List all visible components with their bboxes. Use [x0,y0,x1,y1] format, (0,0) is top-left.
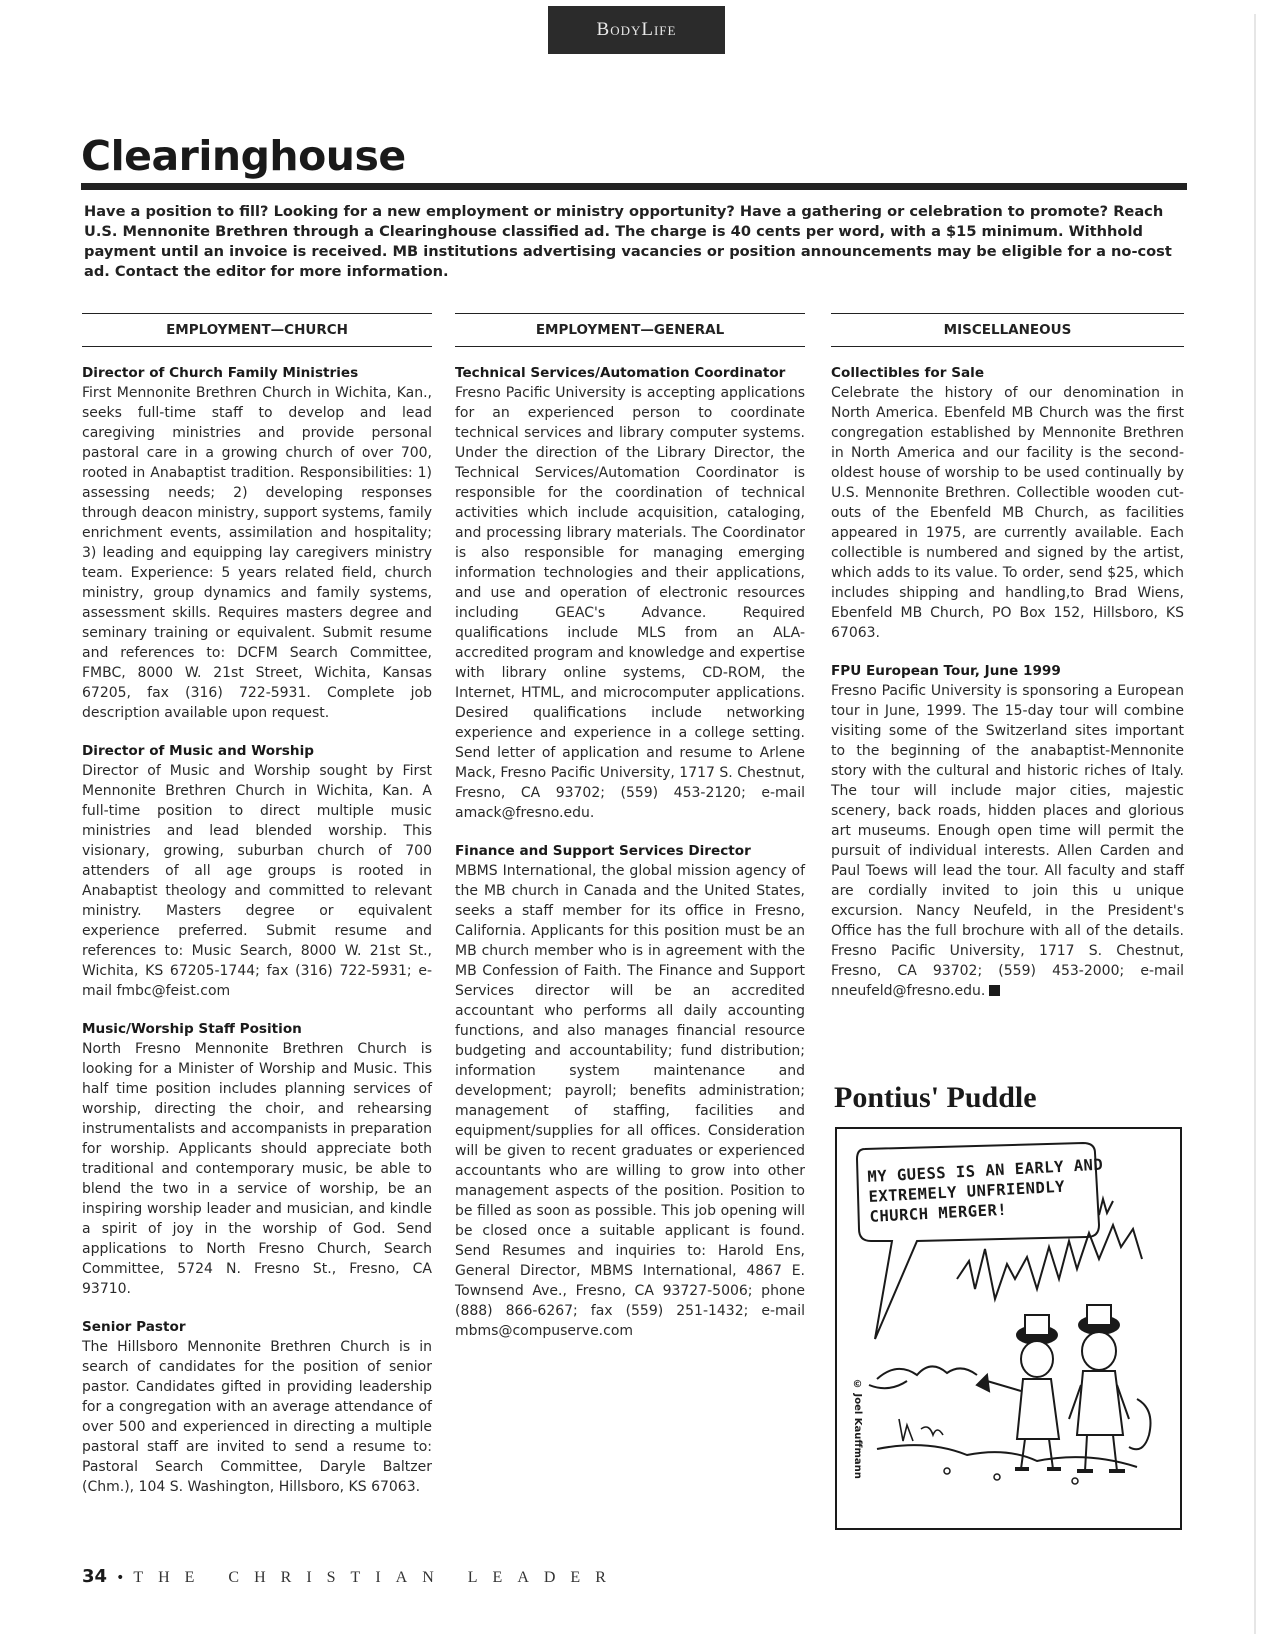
ad-body: MBMS International, the global mission agency of the MB church in Canada and the United States, seeks a staff member for its office in Fresno, California. Applicants for this position must be an MB church member who is in agreement with the MB Confession of Faith. The Finance and Support Services director will be an accredited accountant who performs all daily accounting functions, and also manages financial resource budgeting and accountability; fund distribution; information system maintenance and development; payroll; benefits administration; management of staffing, facilities and equipment/supplies for all offices. Consideration will be given to recent graduates or experienced accountants who are willing to grow into other management aspects of the position. Position to be filled as soon as possible. This job opening will be closed once a suitable applicant is found. Send Resumes and inquiries to: Harold Ens, General Director, MBMS International, 4867 E. Townsend Ave., Fresno, CA 93727-5006; phone (888) 866-6267; fax (559) 251-1432; e-mail mbms@compuserve.com [455,863,805,1339]
classified-ad [831,661,1184,1001]
ad-body: Director of Music and Worship sought by First Mennonite Brethren Church in Wichita, Kan. A full-time position to direct multiple music ministries and lead blended worship. This visionary, growing, suburban church of 700 attenders of all age groups is rooted in Anabaptist theology and committed to relevant ministry. Masters degree or equivalent experience preferred. Submit resume and references to: Music Search, 8000 W. 21st St., Wichita, KS 67205-1744; fax (316) 722-5931; e-mail fmbc@feist.com [82,763,432,999]
title-rule [81,183,1187,190]
column-employment-general [455,313,805,1359]
end-mark-icon [989,985,1000,996]
page-edge-line [1254,14,1256,1634]
classified-ad [455,363,805,823]
bullet-separator: • [116,1570,125,1586]
magazine-title: THE CHRISTIAN LEADER [133,1569,621,1586]
cartoon-credit: © Joel Kauffmann [852,1379,863,1479]
ad-title: Senior Pastor [82,1319,186,1335]
ad-title: FPU European Tour, June 1999 [831,663,1061,679]
ad-body: The Hillsboro Mennonite Brethren Church is in search of candidates for the position of senior pastor. Candidates gifted in providing leadership for a congregation with an average attendance of over 500 and experienced in directing a multiple pastoral staff are invited to send a resume to: Pastoral Search Committee, Daryle Baltzer (Chm.), 104 S. Washington, Hillsboro, KS 67063. [82,1339,432,1495]
ad-body [831,681,1184,1001]
classified-ad [455,841,805,1341]
ad-body: Celebrate the history of our denomination in North America. Ebenfeld MB Church was the first congregation established by Mennonite Brethren in North America and our facility is the second-oldest house of worship to be used continually by U.S. Mennonite Brethren. Collectible wooden cut-outs of the Ebenfeld MB Church, as facilities appeared in 1975, are currently available. Each collectible is numbered and signed by the artist, which adds to its value. To order, send $25, which includes shipping and handling,to Brad Wiens, Ebenfeld MB Church, PO Box 152, Hillsboro, KS 67063. [831,385,1184,641]
character-one [977,1315,1061,1469]
cartoon-panel [835,1127,1182,1530]
classified-ad [82,741,432,1001]
ad-title: Collectibles for Sale [831,365,985,381]
column-heading: MISCELLANEOUS [831,313,1184,347]
classified-ad [82,363,432,723]
ad-body: North Fresno Mennonite Brethren Church is looking for a Minister of Worship and Music. This half time position includes planning services of worship, directing the choir, and rehearsing instrumentalists and accompanists in preparation for worship. Applicants should appreciate both traditional and contemporary music, be able to blend the two in a service of worship, be an inspiring worship leader and musician, and kindle a spirit of joy in the worship of God. Send applications to North Fresno Church, Search Committee, 5724 N. Fresno St., Fresno, CA 93710. [82,1041,432,1297]
page-title: Clearinghouse [81,132,406,180]
ad-body: Fresno Pacific University is accepting applications for an experienced person to coordinate technical services and library computer systems. Under the direction of the Library Director, the Technical Services/Automation Coordinator is responsible for the coordination of technical activities which include acquisition, cataloging, and processing library materials. The Coordinator is also responsible for managing emerging information technologies and their applications, and use and operation of electronic resources including GEAC's Advance. Required qualifications include MLS from an ALA-accredited program and knowledge and expertise with library online systems, CD-ROM, the Internet, HTML, and microcomputer applications. Desired qualifications include networking experience and experience in a college setting. Send letter of application and resume to Arlene Mack, Fresno Pacific University, 1717 S. Chestnut, Fresno, CA 93702; (559) 453-2120; e-mail amack@fresno.edu. [455,385,805,821]
ground-line [877,1445,1137,1467]
column-miscellaneous [831,313,1184,1019]
swoosh-sketch [877,1366,977,1379]
cartoon-title: Pontius' Puddle [834,1081,1037,1114]
classified-ad [82,1317,432,1497]
page-footer [82,1566,621,1587]
classified-ad [82,1019,432,1299]
ad-title: Technical Services/Automation Coordinator [455,365,786,381]
ad-title: Finance and Support Services Director [455,843,751,859]
ad-title: Music/Worship Staff Position [82,1021,302,1037]
column-heading: EMPLOYMENT—CHURCH [82,313,432,347]
section-tag-banner [548,6,725,54]
ad-title: Director of Church Family Ministries [82,365,359,381]
speech-text: MY GUESS IS AN EARLY AND EXTREMELY UNFRIENDLY CHURCH MERGER! [867,1155,1104,1226]
column-heading: EMPLOYMENT—GENERAL [455,313,805,347]
classified-ad [831,363,1184,643]
character-two [1069,1305,1129,1471]
intro-paragraph: Have a position to fill? Looking for a new employment or ministry opportunity? Have a gathering or celebration to promote? Reach U.S. Mennonite Brethren through a Clearinghouse classified ad. The charge is 40 cents per word, with a $15 minimum. Withhold payment until an invoice is received. MB institutions advertising vacancies or position announcements may be eligible for a no-cost ad. Contact the editor for more information. [84,203,1172,280]
page-number: 34 [82,1566,108,1587]
ad-title: Director of Music and Worship [82,743,314,759]
ad-body-text: Fresno Pacific University is sponsoring a European tour in June, 1999. The 15-day tour will combine visiting some of the Switzerland sites important to the beginning of the anabaptist-Mennonite story with the cultural and historic riches of Italy. The tour will include major cities, majestic scenery, back roads, hidden places and glorious art museums. Enough open time will permit the pursuit of individual interests. Allen Carden and Paul Toews will lead the tour. All faculty and staff are cordially invited to join this u unique excursion. Nancy Neufeld, in the President's Office has the full brochure with all of the details. Fresno Pacific University, 1717 S. Chestnut, Fresno, CA 93702; (559) 453-2000; e-mail nneufeld@fresno.edu. [831,683,1184,999]
column-employment-church [82,313,432,1515]
ad-body: First Mennonite Brethren Church in Wichita, Kan., seeks full-time staff to develop and lead caregiving ministries and provide personal pastoral care in a growing church of over 700, rooted in Anabaptist tradition. Responsibilities: 1) assessing needs; 2) developing responses through deacon ministry, support systems, family enrichment events, assimilation and hospitality; 3) leading and equipping lay caregivers ministry team. Experience: 5 years related field, church ministry, group dynamics and family systems, assessment skills. Requires masters degree and seminary training or equivalent. Submit resume and references to: DCFM Search Committee, FMBC, 8000 W. 21st Street, Wichita, Kansas 67205, fax (316) 722-5931. Complete job description available upon request. [82,385,432,721]
signature-scribble [899,1419,943,1441]
section-tag: BodyLife [596,19,677,40]
